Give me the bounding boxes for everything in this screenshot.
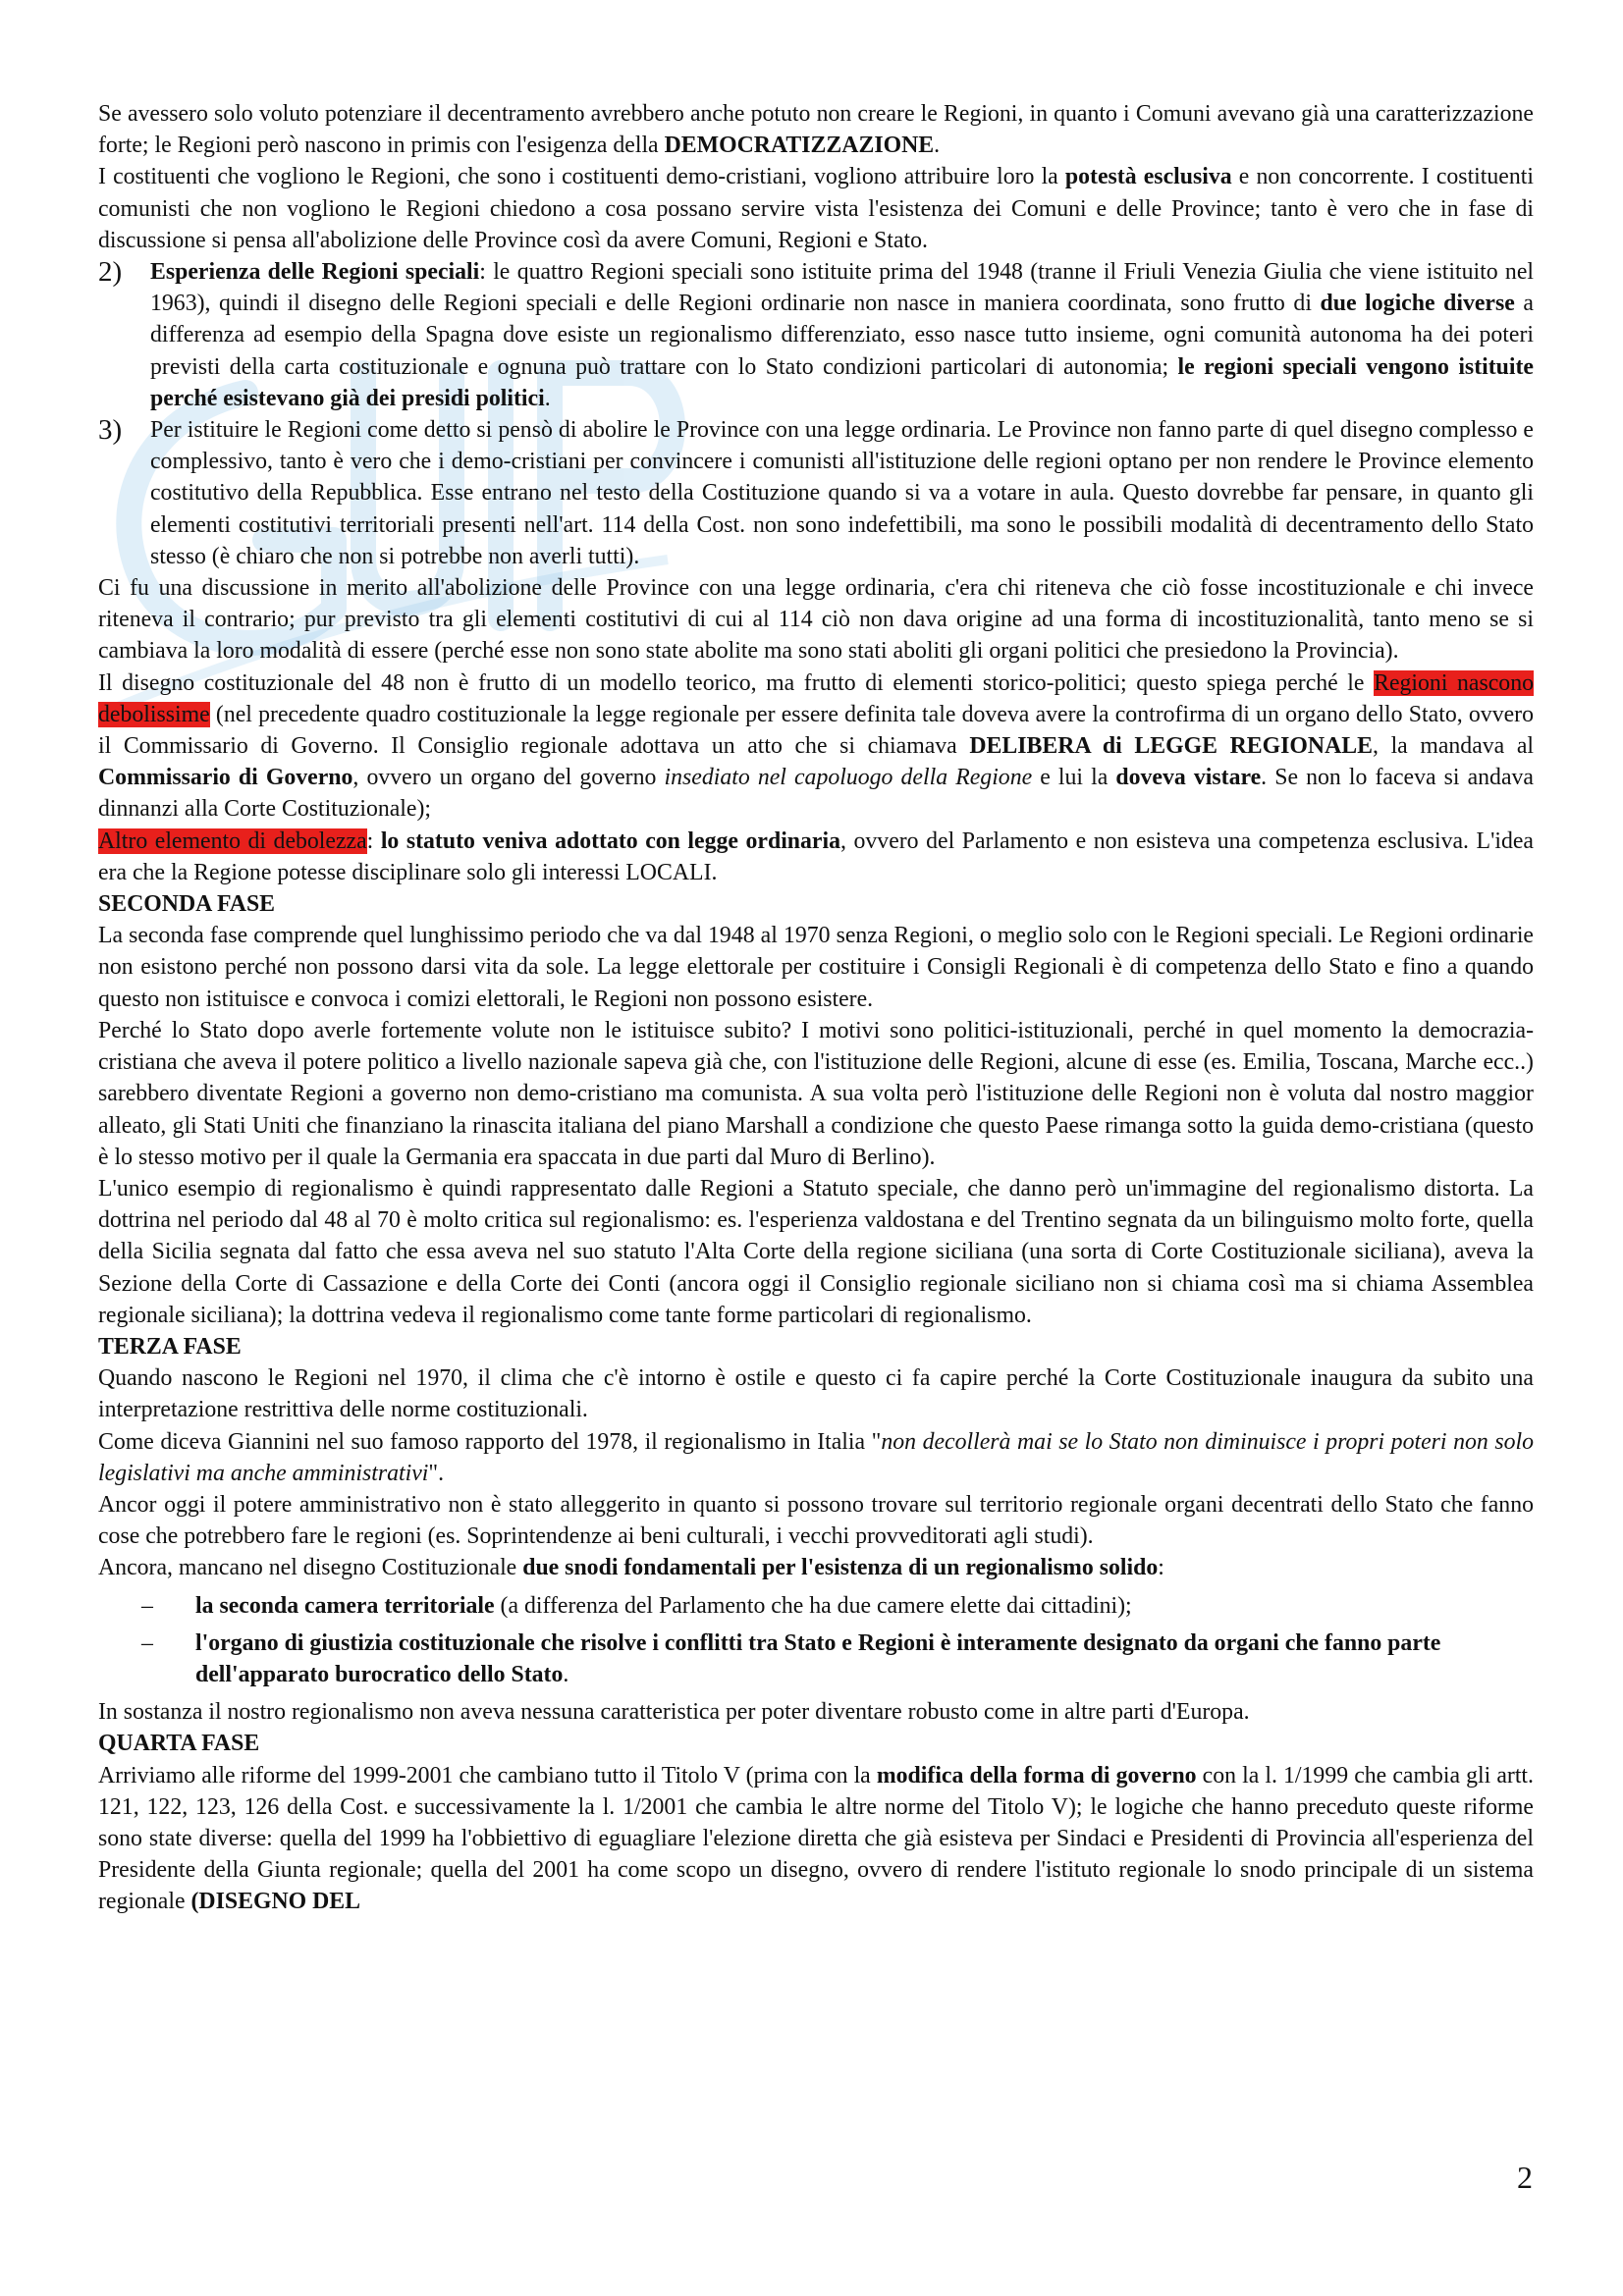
bullet-giustizia-costituzionale: – l'organo di giustizia costituzionale che risolve i conflitti tra Stato e Regioni è interamente designato da organi che fanno parte dell'apparato burocratico dello Stato. bbox=[98, 1628, 1534, 1690]
paragraph-motivi-politici: Perché lo Stato dopo averle fortemente volute non le istituisce subito? I motivi sono politici-istituzionali, perché in quel momento la democrazia-cristiana che aveva il potere politico a livello nazionale sapeva già che, con l'istituzione delle Regioni, alcune di esse (es. Emilia, Toscana, Marche ecc..) sarebbero diventate Regioni a governo non demo-cristiano ma comunista. A sua volta però l'istituzione delle Regioni non è voluta dal nostro maggior alleato, gli Stati Uniti che finanziano la rinascita italiana del piano Marshall a condizione che questo Paese rimanga sotto la guida demo-cristiana (questo è lo stesso motivo per il quale la Germania era spaccata in due parti dal Muro di Berlino). bbox=[98, 1017, 1534, 1170]
page-number: 2 bbox=[1517, 2160, 1533, 2195]
numbered-item-2 bbox=[98, 256, 1534, 414]
dash-icon: – bbox=[141, 1629, 153, 1656]
paragraph-abolizione-province: Ci fu una discussione in merito all'abolizione delle Province con una legge ordinaria, c'era chi riteneva che ciò fosse incostituzionale e chi invece riteneva il contrario; pur previsto tra gli elementi costitutivi di cui al 114 ciò non dava origine ad una forma di incostituzionalità, tanto meno se si cambiava la loro modalità di essere (perché esse non sono state abolite ma sono stati aboliti gli organi politici che presiedono la Provincia). bbox=[98, 575, 1534, 665]
paragraph-snodi: Ancora, mancano nel disegno Costituzionale due snodi fondamentali per l'esistenza di un regionalismo solido: bbox=[98, 1555, 1164, 1581]
highlight-regioni-debolissime: Regioni nascono debolissime bbox=[98, 669, 1535, 727]
dash-icon: – bbox=[141, 1592, 153, 1619]
bullet-seconda-camera: – la seconda camera territoriale (a differenza del Parlamento che ha due camere elette dai cittadini); bbox=[98, 1590, 1534, 1622]
numbered-item-3 bbox=[98, 414, 1534, 572]
paragraph-disegno-costituzionale: Il disegno costituzionale del 48 non è frutto di un modello teorico, ma frutto di elementi storico-politici; questo spiega perché le Regioni nascono debolissime (nel precedente quadro costituzionale la legge regionale per essere definita tale doveva avere la controfirma di un organo dello Stato, ovvero il Commissario di Governo. Il Consiglio regionale adottava un atto che si chiamava DELIBERA di LEGGE REGIONALE, la mandava al Commissario di Governo, ovvero un organo del governo insediato nel capoluogo della Regione e lui la doveva vistare. Se non lo faceva si andava dinnanzi alla Corte Costituzionale); bbox=[98, 669, 1535, 823]
paragraph-seconda-fase: La seconda fase comprende quel lunghissimo periodo che va dal 1948 al 1970 senza Regioni, o meglio solo con le Regioni speciali. Le Regioni ordinarie non esistono perché non possono darsi vita da sole. La legge elettorale per costituire i Consigli Regionali è di competenza dello Stato e fino a quando questo non istituisce e convoca i comizi elettorali, le Regioni non possono esistere. bbox=[98, 923, 1534, 1012]
heading-seconda-fase: SECONDA FASE bbox=[98, 891, 276, 918]
highlight-elemento-debolezza: Altro elemento di debolezza bbox=[98, 828, 367, 854]
paragraph-quarta-fase: Arriviamo alle riforme del 1999-2001 che cambiano tutto il Titolo V (prima con la modifica della forma di governo con la l. 1/1999 che cambia gli artt. 121, 122, 123, 126 della Cost. e successivamente la l. 1/2001 che cambia le altre norme del Titolo V); le logiche che hanno preceduto queste riforme sono state diverse: quella del 1999 ha l'obbiettivo di eguagliare l'elezione diretta che già esisteva per Sindaci e Presidenti di Provincia all'esperienza del Presidente della Giunta regionale; quella del 2001 ha come scopo un disegno, ovvero di rendere l'istituto regionale lo snodo principale di un sistema regionale (DISEGNO DEL bbox=[98, 1762, 1534, 1915]
item-text: Per istituire le Regioni come detto si pensò di abolire le Province con una legge ordinaria. Le Province non fanno parte di quel disegno complesso e complessivo, tanto è vero che i demo-cristiani per convincere i comunisti all'istituzione delle regioni optano per non rendere le Province elemento costitutivo della Repubblica. Esse entrano nel testo della Costituzione quando si va a votare in aula. Questo dovrebbe far pensare, in quanto gli elementi costitutivi territoriali presenti nell'art. 114 della Cost. non sono indefettibili, ma sono le possibili modalità di decentramento dello Stato stesso (è chiaro che non si potrebbe non averli tutti). bbox=[150, 417, 1534, 569]
paragraph-intro: Se avessero solo voluto potenziare il decentramento avrebbero anche potuto non creare le Regioni, in quanto i Comuni avevano già una caratterizzazione forte; le Regioni però nascono in primis con l'esigenza della DEMOCRATIZZAZIONE. bbox=[98, 101, 1534, 159]
item-number: 3) bbox=[98, 414, 123, 447]
paragraph-statuto-speciale: L'unico esempio di regionalismo è quindi rappresentato dalle Regioni a Statuto speciale, che danno però un'immagine del regionalismo distorta. La dottrina nel periodo dal 48 al 70 è molto critica sul regionalismo: es. l'esperienza valdostana e del Trentino segnata da un bilinguismo molto forte, quella della Sicilia segnata dal fatto che essa aveva nel suo statuto l'Alta Corte della regione siciliana (una sorta di Corte Costituzionale siciliana), aveva la Sezione della Corte di Cassazione e della Corte dei Conti (ancora oggi il Consiglio regionale siciliano non si chiama così ma si chiama Assemblea regionale siciliana); la dottrina vedeva il regionalismo come tante forme particolari di regionalismo. bbox=[98, 1175, 1534, 1328]
heading-terza-fase: TERZA FASE bbox=[98, 1333, 242, 1360]
paragraph-terza-fase: Quando nascono le Regioni nel 1970, il clima che c'è intorno è ostile e questo ci fa capire perché la Corte Costituzionale inaugura da subito una interpretazione restrittiva delle norme costituzionali. bbox=[98, 1365, 1534, 1423]
paragraph-giannini: Come diceva Giannini nel suo famoso rapporto del 1978, il regionalismo in Italia "non decollerà mai se lo Stato non diminuisce i propri poteri non solo legislativi ma anche amministrativi". bbox=[98, 1428, 1534, 1486]
item-number: 2) bbox=[98, 256, 123, 289]
document-page bbox=[98, 98, 1534, 1918]
paragraph-costituenti: I costituenti che vogliono le Regioni, che sono i costituenti demo-cristiani, vogliono attribuire loro la potestà esclusiva e non concorrente. I costituenti comunisti che non vogliono le Regioni chiedono a cosa possano servire vista l'esistenza dei Comuni e delle Province; tanto è vero che in fase di discussione si pensa all'abolizione delle Province così da avere Comuni, Regioni e Stato. bbox=[98, 164, 1534, 253]
paragraph-potere-amministrativo: Ancor oggi il potere amministrativo non è stato alleggerito in quanto si possono trovare sul territorio regionale organi decentrati dello Stato che fanno cose che potrebbero fare le regioni (es. Soprintendenze ai beni culturali, i vecchi provveditorati agli studi). bbox=[98, 1491, 1534, 1550]
item-text: Esperienza delle Regioni speciali: le quattro Regioni speciali sono istituite prima del 1948 (tranne il Friuli Venezia Giulia che viene istituito nel 1963), quindi il disegno delle Regioni speciali e delle Regioni ordinarie non nasce in maniera coordinata, sono frutto di due logiche diverse a differenza ad esempio della Spagna dove esiste un regionalismo differenziato, esso nasce tutto insieme, ogni comunità autonoma ha dei poteri previsti della carta costituzionale e ognuna può trattare con lo Stato condizioni particolari di autonomia; le regioni speciali vengono istituite perché esistevano già dei presidi politici. bbox=[150, 259, 1534, 411]
paragraph-debolezza: Altro elemento di debolezza: lo statuto veniva adottato con legge ordinaria, ovvero del Parlamento e non esisteva una competenza esclusiva. L'idea era che la Regione potesse disciplinare solo gli interessi LOCALI. bbox=[98, 828, 1534, 885]
heading-quarta-fase: QUARTA FASE bbox=[98, 1731, 260, 1757]
paragraph-sostanza: In sostanza il nostro regionalismo non aveva nessuna caratteristica per poter diventare robusto come in altre parti d'Europa. bbox=[98, 1699, 1250, 1726]
